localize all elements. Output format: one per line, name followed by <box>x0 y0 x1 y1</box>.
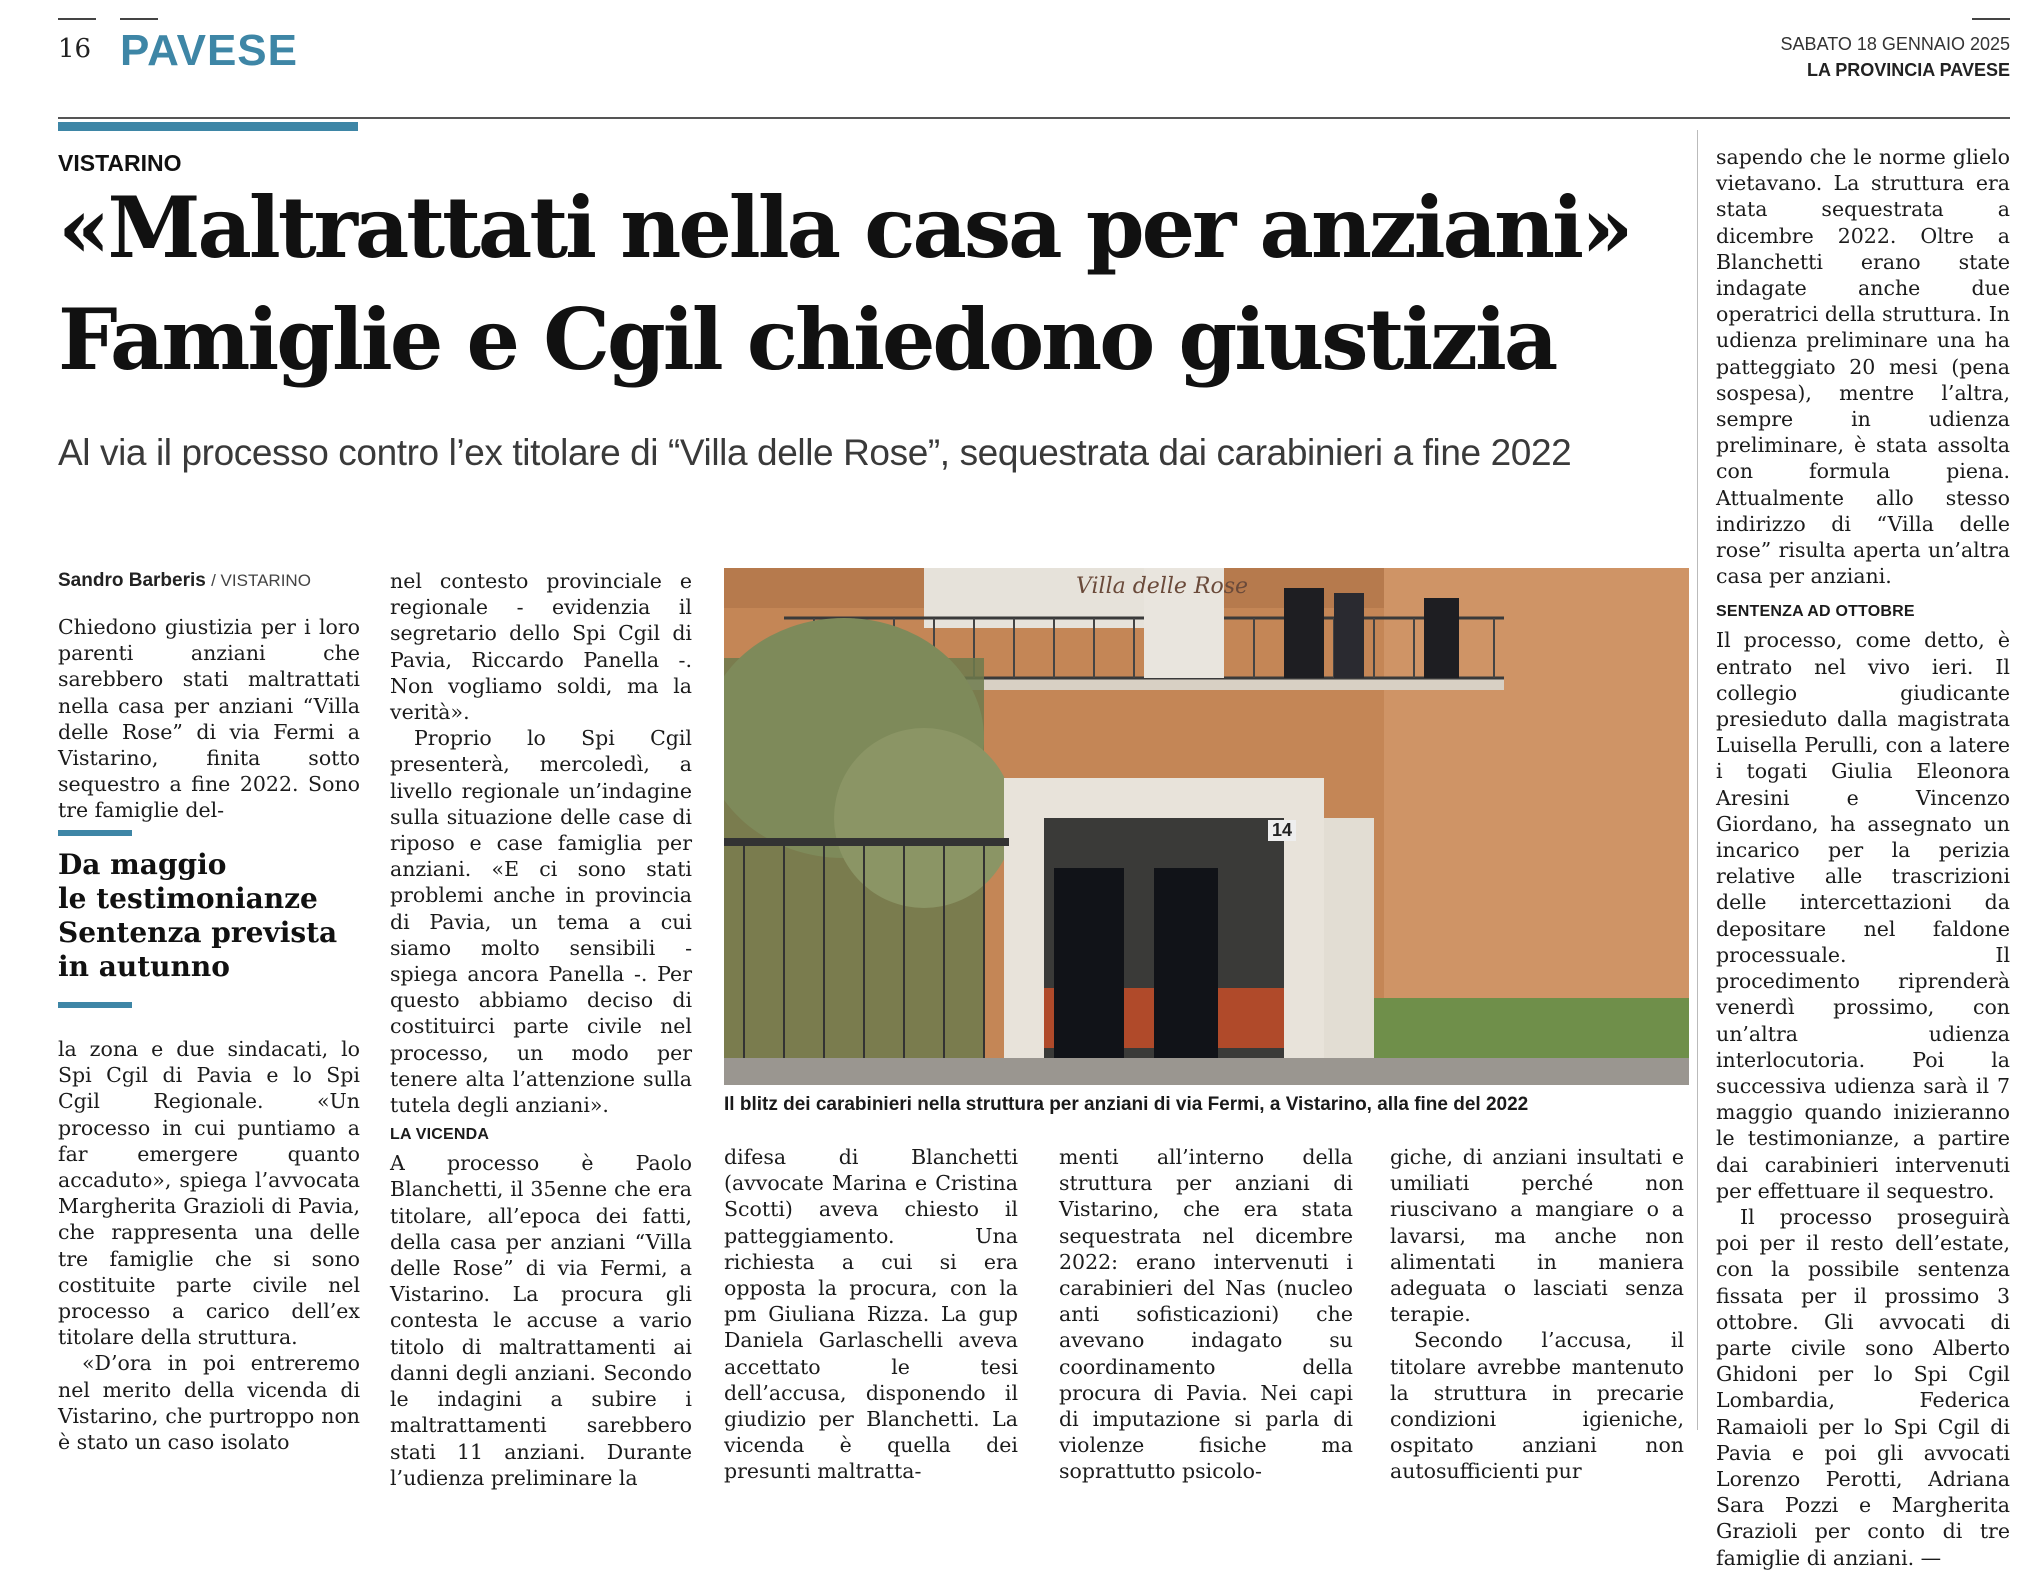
pullquote-top-bar <box>58 830 132 836</box>
photo-illustration <box>724 568 1689 1085</box>
author-location: / VISTARINO <box>211 571 311 590</box>
column-4-paragraph-1: menti all’interno della struttura per anziani di Vistarino, che era stata sequestrata nel dicembre 2022: erano intervenuti i carabinieri del Nas (nucleo anti sofisticazioni) che avevano indagato su coordinamento della procura di Pavia. Nei capi di imputazione si parla di violenze fisiche ma soprattutto psicolo- <box>1059 1145 1353 1484</box>
column-2-subhead: LA VICENDA <box>390 1126 490 1144</box>
pullquote-bottom-bar <box>58 1002 132 1008</box>
column-6-subhead: SENTENZA AD OTTOBRE <box>1716 603 1915 621</box>
photo-sign: Villa delle Rose <box>1076 574 1249 599</box>
accent-bar <box>58 122 358 131</box>
column-1-bottom <box>58 1036 360 1455</box>
subheadline: Al via il processo contro l’ex titolare di “Villa delle Rose”, sequestrata dai carabinieri a fine 2022 <box>58 432 1572 473</box>
header-tick-right <box>1972 18 2010 20</box>
pullquote-line-3: Sentenza prevista <box>58 916 338 949</box>
header-tick-left-2 <box>120 18 158 20</box>
column-2-paragraph-1: nel contesto provinciale e regionale - evidenzia il segretario dello Spi Cgil di Pavia, Riccardo Panella -. Non vogliamo soldi, ma la verità». <box>390 569 692 725</box>
section-title: PAVESE <box>120 26 298 75</box>
column-6 <box>1716 144 2010 1571</box>
column-2-paragraph-2: Proprio lo Spi Cgil presenterà, mercoledì, a livello regionale un’indagine sulla situazione delle case di riposo e case famiglia per anziani. «E ci sono stati problemi anche in provincia di Pavia, un tema a cui siamo molto sensibili - spiega ancora Panella -. Per questo abbiamo deciso di costituirci parte civile nel processo, un modo per tenere alta l’attenzione sulla tutela degli anziani». <box>390 726 692 1118</box>
photo-caption: Il blitz dei carabinieri nella struttura per anziani di via Fermi, a Vistarino, alla fine del 2022 <box>724 1094 1529 1115</box>
newspaper-name: LA PROVINCIA PAVESE <box>1806 60 2010 80</box>
column-1-paragraph-2: la zona e due sindacati, lo Spi Cgil di Pavia e lo Spi Cgil Regionale. «Un processo in cui puntiamo a far emergere quanto accaduto», spiega l’avvocata Margherita Grazioli di Pavia, che rappresenta una delle tre famiglie che si sono costituite parte civile nel processo a carico dell’ex titolare della struttura. <box>58 1037 360 1350</box>
header-date: SABATO 18 GENNAIO 2025 <box>1780 34 2010 54</box>
headline-line-1: «Maltrattati nella casa per anziani» <box>58 178 1631 277</box>
photo-house-number: 14 <box>1268 820 1296 841</box>
pullquote-line-2: le testimonianze <box>58 882 318 915</box>
pullquote <box>58 848 360 984</box>
column-2-paragraph-3: A processo è Paolo Blanchetti, il 35enne che era titolare, all’epoca dei fatti, della casa per anziani “Villa delle Rose” di via Fermi, a Vistarino. La procura gli contesta le accuse a vario titolo di maltrattamenti ai danni degli anziani. Secondo le indagini a subire i maltrattamenti sarebbero stati 11 anziani. Durante l’udienza preliminare la <box>390 1151 692 1490</box>
column-1-paragraph-3: «D’ora in poi entreremo nel merito della vicenda di Vistarino, che purtroppo non è stato un caso isolato <box>58 1351 360 1455</box>
column-4 <box>1059 1144 1353 1485</box>
header-rule <box>58 117 2010 119</box>
page-number: 16 <box>58 34 92 64</box>
article-photo <box>724 568 1689 1085</box>
author-name: Sandro Barberis <box>58 570 206 591</box>
column-5 <box>1390 1144 1684 1485</box>
column-2 <box>390 568 692 1491</box>
column-1-paragraph-1: Chiedono giustizia per i loro parenti anziani che sarebbero stati maltrattati nella casa per anziani “Villa delle Rose” di via Fermi a Vistarino, finita sotto sequestro a fine 2022. Sono tre famiglie del- <box>58 615 360 823</box>
column-5-paragraph-2: Secondo l’accusa, il titolare avrebbe mantenuto la struttura in precarie condizioni igieniche, ospitato anziani non autosufficienti pur <box>1390 1328 1684 1484</box>
header-tick-left-1 <box>58 18 96 20</box>
byline <box>58 570 311 592</box>
column-6-paragraph-3: Il processo proseguirà poi per il resto dell’estate, con la possibile sentenza fissata per il prossimo 3 ottobre. Gli avvocati di parte civile sono Alberto Ghidoni per lo Spi Cgil Lombardia, Federica Ramaioli per lo Spi Cgil di Pavia e poi gli avvocati Lorenzo Perotti, Adriana Sara Pozzi e Margherita Grazioli per conto di tre famiglie di anziani. — <box>1716 1204 2010 1570</box>
column-3-paragraph-1: difesa di Blanchetti (avvocate Marina e Cristina Scotti) aveva chiesto il patteggiamento. Una richiesta a cui si era opposta la procura, con la pm Giuliana Rizza. La gup Daniela Garlaschelli aveva accettato le tesi dell’accusa, disponendo il giudizio per Blanchetti. La vicenda è quella dei presunti maltratta- <box>724 1145 1018 1484</box>
column-6-paragraph-1: sapendo che le norme glielo vietavano. La struttura era stata sequestrata a dicembre 2022. Oltre a Blanchetti erano state indagate anche due operatrici della struttura. In udienza preliminare una ha patteggiato 20 mesi (pena sospesa), mentre l’altra, sempre in udienza preliminare, è stata assolta con formula piena. Attualmente allo stesso indirizzo di “Villa delle rose” risulta aperta un’altra casa per anziani. <box>1716 145 2010 589</box>
column-6-paragraph-2: Il processo, come detto, è entrato nel vivo ieri. Il collegio giudicante presieduto dalla magistrata Luisella Perulli, con a latere i togati Giulia Eleonora Aresini e Vincenzo Giordano, ha assegnato un incarico per la perizia relative alle trascrizioni delle intercettazioni da depositare nel faldone processuale. Il procedimento riprenderà venerdì prossimo, con un’altra udienza interlocutoria. Poi la successiva udienza sarà il 7 maggio quando inizieranno le testimonianze, a partire dai carabinieri intervenuti per effettuare il sequestro. <box>1716 628 2010 1203</box>
column-1-top <box>58 614 360 824</box>
headline-line-2: Famiglie e Cgil chiedono giustizia <box>58 290 1556 389</box>
kicker: VISTARINO <box>58 150 182 176</box>
pullquote-line-4: in autunno <box>58 950 230 983</box>
pullquote-line-1: Da maggio <box>58 848 227 881</box>
column-5-paragraph-1: giche, di anziani insultati e umiliati perché non riuscivano a mangiare o a lavarsi, ma anche non alimentati in maniera adeguata o lasciati senza terapie. <box>1390 1145 1684 1327</box>
column-rule-right <box>1697 130 1698 1430</box>
column-3 <box>724 1144 1018 1485</box>
